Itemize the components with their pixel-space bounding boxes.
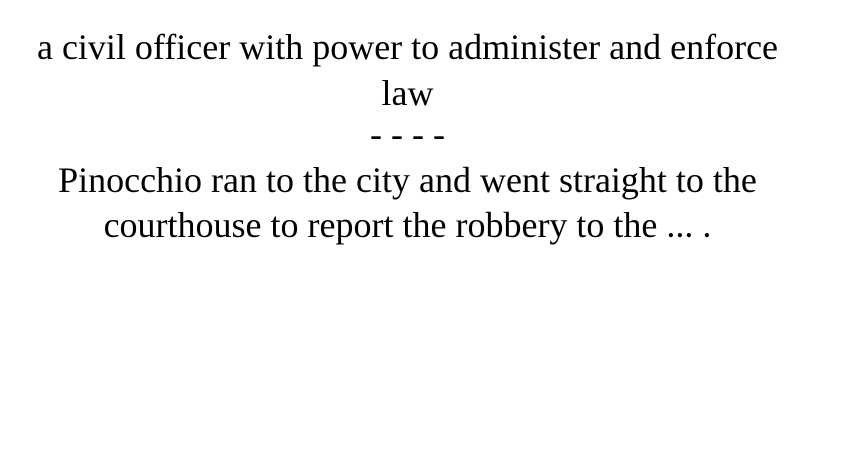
separator: - - - - <box>370 114 445 154</box>
example-sentence: Pinocchio ran to the city and went straight to the courthouse to report the robbery to the ... . <box>58 160 757 245</box>
definition-text: a civil officer with power to administer and enforce law <box>36 27 779 113</box>
